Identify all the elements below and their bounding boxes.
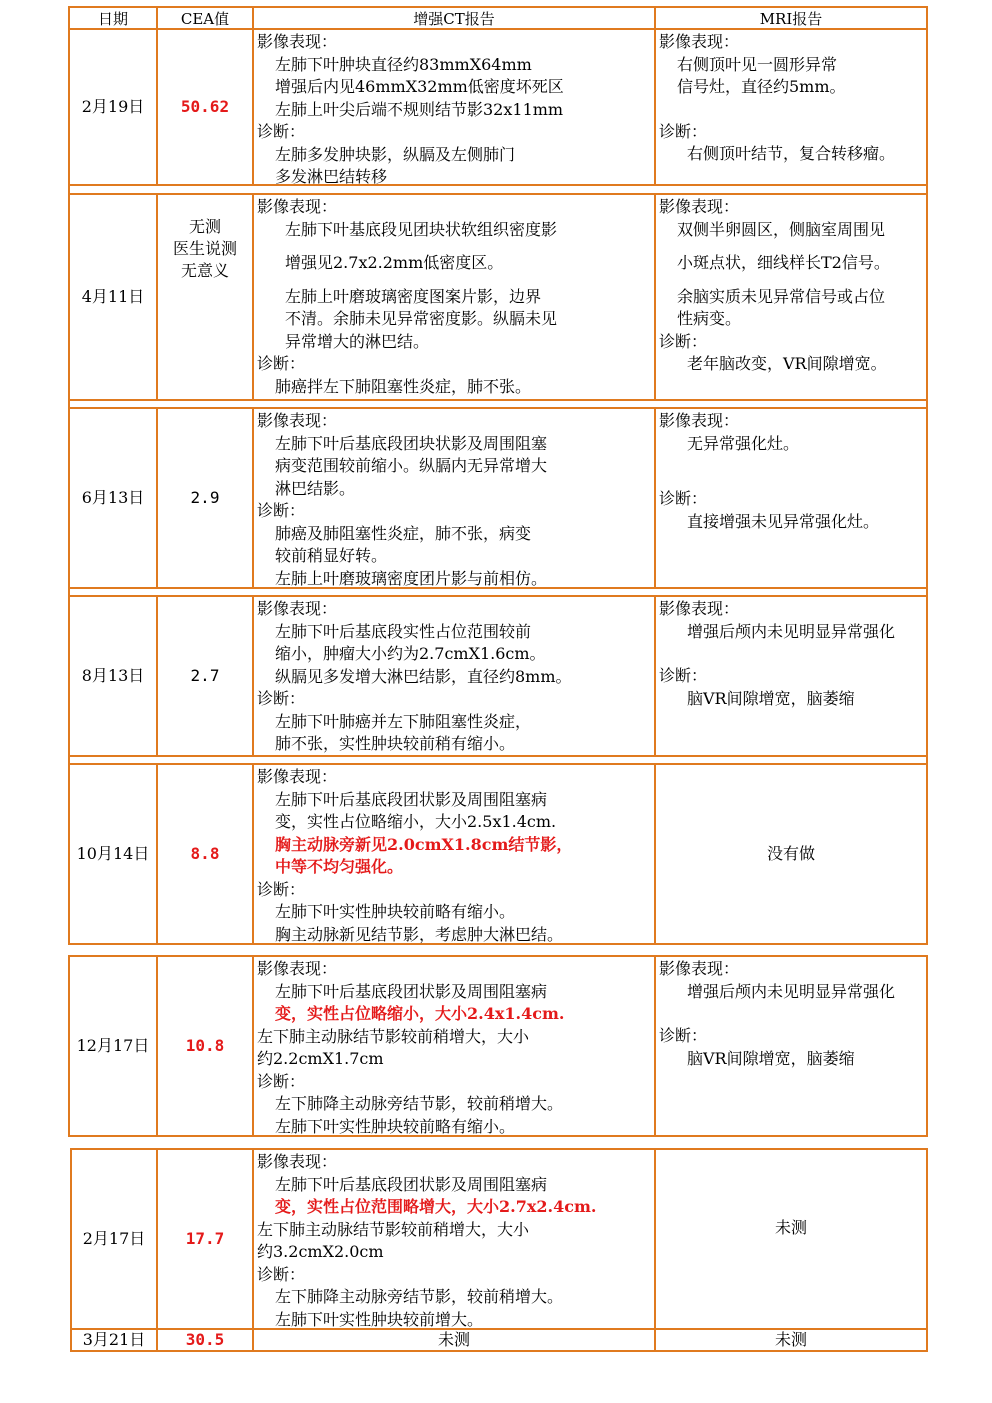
mri-line: 影像表现： <box>659 197 740 216</box>
row-cea: 10.8 <box>156 955 254 1137</box>
ct-line: 左肺上叶尖后端不规则结节影32x11mm <box>275 99 564 119</box>
mri-line: 诊断： <box>659 489 708 508</box>
ct-line: 左下肺降主动脉旁结节影，较前稍增大。 <box>275 1094 564 1113</box>
cea-note: 无意义 <box>180 261 229 280</box>
ct-line: 纵膈见多发增大淋巴结影，直径约8mm。 <box>275 666 572 686</box>
ct-line: 诊断： <box>257 122 306 141</box>
mri-line: 直接增强未见异常强化灶。 <box>687 511 880 531</box>
ct-line: 左肺多发肿块影，纵膈及左侧肺门 <box>275 144 516 164</box>
mri-line: 增强后颅内未见明显异常强化 <box>687 981 896 1001</box>
ct-line: 肺不张，实性肿块较前稍有缩小。 <box>275 734 516 753</box>
ct-line: 诊断： <box>257 354 306 373</box>
ct-line: 增强后内见46mmX32mm低密度坏死区 <box>275 77 564 96</box>
ct-line: 肺癌及肺阻塞性炎症，肺不张，病变 <box>275 523 532 543</box>
ct-report <box>252 193 656 401</box>
ct-line: 增强见2.7x2.2mm低密度区。 <box>285 253 504 272</box>
mri-report <box>654 193 928 401</box>
ct-line: 异常增大的淋巴结。 <box>285 331 430 351</box>
ct-line: 影像表现： <box>257 599 338 618</box>
mri-report: 未测 <box>654 1148 928 1330</box>
mri-report <box>654 595 928 757</box>
header-date: 日期 <box>68 6 158 30</box>
ct-line: 左肺下叶后基底段团状影及周围阻塞病 <box>275 1174 548 1194</box>
ct-line: 影像表现： <box>257 959 338 978</box>
mri-line: 影像表现： <box>659 599 740 618</box>
row-date: 10月14日 <box>68 763 158 945</box>
ct-line: 左下肺主动脉结节影较前稍增大，大小 <box>257 1219 530 1239</box>
mri-report <box>654 28 928 186</box>
ct-line: 左下肺主动脉结节影较前稍增大，大小 <box>257 1026 530 1046</box>
ct-line: 左肺下叶基底段见团块状软组织密度影 <box>285 219 558 239</box>
ct-line: 肺癌拌左下肺阻塞性炎症，肺不张。 <box>275 376 532 396</box>
ct-line: 左肺上叶磨玻璃密度图案片影，边界 <box>285 286 542 306</box>
ct-line: 诊断： <box>257 1071 306 1091</box>
mri-line: 诊断： <box>659 1026 708 1045</box>
mri-line: 脑VR间隙增宽，脑萎缩 <box>687 688 855 708</box>
ct-line: 诊断： <box>257 501 306 520</box>
mri-line: 信号灶，直径约5mm。 <box>677 77 846 96</box>
mri-line: 影像表现： <box>659 32 740 51</box>
row-date: 3月21日 <box>70 1328 158 1352</box>
mri-line: 影像表现： <box>659 411 740 430</box>
header-ct: 增强CT报告 <box>252 6 656 30</box>
ct-line: 左肺下叶实性肿块较前增大。 <box>275 1309 484 1329</box>
mri-line: 诊断： <box>659 666 708 685</box>
mri-report <box>654 407 928 589</box>
row-cea: 17.7 <box>156 1148 254 1330</box>
mri-line: 无异常强化灶。 <box>687 433 800 453</box>
row-cea: 50.62 <box>156 28 254 186</box>
ct-line: 左肺下叶后基底段团状影及周围阻塞病 <box>275 789 548 809</box>
ct-line: 不清。余肺未见异常密度影。纵膈未见 <box>285 309 558 328</box>
ct-report <box>252 763 656 945</box>
cea-note: 无测 <box>188 217 221 236</box>
row-cea: 30.5 <box>156 1328 254 1352</box>
ct-line: 多发淋巴结转移 <box>275 167 388 186</box>
ct-line: 影像表现： <box>257 197 338 216</box>
row-date: 4月11日 <box>68 193 158 401</box>
ct-line: 诊断： <box>257 1264 306 1284</box>
mri-line: 右侧顶叶见一圆形异常 <box>677 54 838 74</box>
mri-line: 小斑点状，细线样长T2信号。 <box>677 253 890 272</box>
row-date: 2月19日 <box>68 28 158 186</box>
ct-line: 约2.2cmX1.7cm <box>257 1049 384 1068</box>
ct-line: 诊断： <box>257 689 306 708</box>
row-cea: 2.7 <box>156 595 254 757</box>
ct-line: 左下肺降主动脉旁结节影，较前稍增大。 <box>275 1287 564 1306</box>
header-cea: CEA值 <box>156 6 254 30</box>
row-cea: 8.8 <box>156 763 254 945</box>
mri-line: 余脑实质未见异常信号或占位 <box>677 286 886 306</box>
ct-report <box>252 1148 656 1330</box>
ct-line: 左肺下叶肿块直径约83mmX64mm <box>275 54 532 74</box>
row-date: 2月17日 <box>70 1148 158 1330</box>
row-date: 8月13日 <box>68 595 158 757</box>
mri-line: 诊断： <box>659 331 708 351</box>
ct-report <box>252 407 656 589</box>
ct-line: 左肺下叶肺癌并左下肺阻塞性炎症， <box>275 711 532 731</box>
ct-line: 较前稍显好转。 <box>275 546 388 565</box>
mri-report <box>654 955 928 1137</box>
mri-line: 右侧顶叶结节，复合转移瘤。 <box>687 144 896 163</box>
mri-line: 增强后颅内未见明显异常强化 <box>687 621 896 641</box>
ct-line: 影像表现： <box>257 32 338 51</box>
ct-report <box>252 595 656 757</box>
ct-line: 病变范围较前缩小。纵膈内无异常增大 <box>275 456 548 475</box>
mri-line: 诊断： <box>659 121 708 141</box>
row-date: 6月13日 <box>68 407 158 589</box>
mri-line: 脑VR间隙增宽，脑萎缩 <box>687 1048 855 1068</box>
ct-line: 变，实性占位略缩小，大小2.5x1.4cm. <box>275 812 557 831</box>
row-cea: 2.9 <box>156 407 254 589</box>
ct-line: 影像表现： <box>257 411 338 430</box>
row-cea <box>156 193 254 401</box>
ct-report <box>252 28 656 186</box>
ct-line-highlight: 胸主动脉旁新见2.0cmX1.8cm结节影， <box>275 834 573 854</box>
ct-line-highlight: 变，实性占位范围略增大，大小2.7x2.4cm. <box>275 1197 597 1216</box>
ct-line: 缩小，肿瘤大小约为2.7cmX1.6cm。 <box>275 644 546 663</box>
ct-line: 影像表现： <box>257 1152 338 1171</box>
ct-line-highlight: 中等不均匀强化。 <box>275 857 404 876</box>
ct-line: 影像表现： <box>257 767 338 786</box>
ct-line: 胸主动脉新见结节影，考虑肿大淋巴结。 <box>275 924 564 944</box>
mri-line: 影像表现： <box>659 959 740 978</box>
ct-line: 左肺下叶后基底段实性占位范围较前 <box>275 621 532 641</box>
ct-line: 左肺上叶磨玻璃密度团片影与前相仿。 <box>275 568 548 588</box>
ct-line: 淋巴结影。 <box>275 478 356 498</box>
ct-report <box>252 955 656 1137</box>
ct-line: 左肺下叶后基底段团块状影及周围阻塞 <box>275 433 548 453</box>
ct-line-highlight: 变，实性占位略缩小，大小2.4x1.4cm. <box>275 1004 565 1023</box>
header-mri: MRI报告 <box>654 6 928 30</box>
ct-line: 左肺下叶后基底段团状影及周围阻塞病 <box>275 981 548 1001</box>
ct-line: 诊断： <box>257 879 306 899</box>
ct-line: 左肺下叶实性肿块较前略有缩小。 <box>275 1116 516 1136</box>
ct-report: 未测 <box>252 1328 656 1352</box>
mri-line: 性病变。 <box>677 309 742 328</box>
ct-line: 左肺下叶实性肿块较前略有缩小。 <box>275 902 516 921</box>
mri-report: 未测 <box>654 1328 928 1352</box>
mri-line: 双侧半卵圆区，侧脑室周围见 <box>677 219 886 239</box>
row-date: 12月17日 <box>68 955 158 1137</box>
ct-line: 约3.2cmX2.0cm <box>257 1242 384 1261</box>
mri-line: 老年脑改变，VR间隙增宽。 <box>687 354 887 373</box>
cea-note: 医生说测 <box>172 239 237 258</box>
mri-report: 没有做 <box>654 763 928 945</box>
